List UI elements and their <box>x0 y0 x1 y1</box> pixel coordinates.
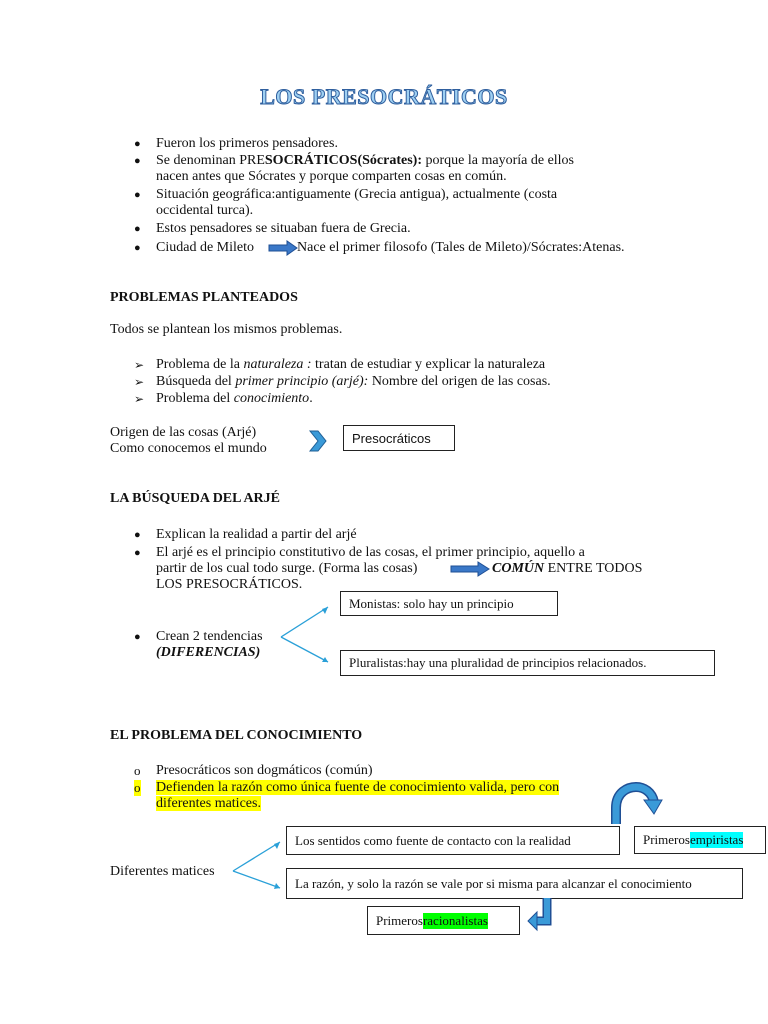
presocraticos-box: Presocráticos <box>343 425 455 451</box>
arrow-bullet-icon: ➢ <box>134 375 145 389</box>
arje-comun <box>492 561 642 577</box>
empiristas-box <box>634 826 766 854</box>
pluralistas-box: Pluralistas:hay una pluralidad de principios relacionados. <box>340 650 715 676</box>
monistas-box: Monistas: solo hay un principio <box>340 591 558 616</box>
problema-conocimiento-post: . <box>309 391 313 406</box>
intro-bullet-5-pre: Ciudad de Mileto <box>156 240 254 255</box>
section-heading-conocimiento: EL PROBLEMA DEL CONOCIMIENTO <box>110 728 363 743</box>
problema-naturaleza-pre: Problema de la <box>156 357 244 372</box>
problemas-lead: Todos se plantean los mismos problemas. <box>110 322 343 337</box>
bullet-icon: ● <box>134 138 141 150</box>
intro-bullet-3-line2: occidental turca). <box>156 203 254 218</box>
problema-naturaleza-post: tratan de estudiar y explicar la naturaleza <box>311 357 546 372</box>
conocimiento-item-1: Presocráticos son dogmáticos (común) <box>156 763 373 778</box>
racionalistas-highlight: racionalistas <box>422 912 488 928</box>
block-arrow-icon <box>450 562 490 576</box>
sentidos-box: Los sentidos como fuente de contacto con la realidad <box>286 826 620 855</box>
branch-connector-icon <box>280 604 340 666</box>
intro-bullet-4: Estos pensadores se situaban fuera de Grecia. <box>156 221 411 236</box>
empiristas-pre: Primeros <box>643 832 690 847</box>
arje-bullet-2: El arjé es el principio constitutivo de las cosas, el primer principio, aquello a <box>156 545 585 560</box>
arrow-bullet-icon: ➢ <box>134 392 145 406</box>
conocimiento-item-2-highlight: la razón como única fuente de conocimiento valida, pero con <box>217 780 560 795</box>
empiristas-highlight: empiristas <box>689 832 744 847</box>
intro-bullet-2-bold: SOCRÁTICOS(Sócrates): <box>264 153 422 168</box>
problema-arje <box>156 374 551 390</box>
problema-conocimiento-italic: conocimiento <box>233 391 310 406</box>
bullet-icon: ● <box>134 223 141 235</box>
problema-naturaleza-italic: naturaleza : <box>243 357 312 372</box>
page-title: LOS PRESOCRÁTICOS <box>260 84 508 109</box>
intro-bullet-1: Fueron los primeros pensadores. <box>156 136 338 151</box>
bullet-icon: ● <box>134 242 141 254</box>
intro-bullet-5-post: Nace el primer filosofo (Tales de Mileto)/Sócrates:Atenas. <box>297 240 625 255</box>
conocimiento-item-2 <box>156 780 559 796</box>
origen-line-1: Origen de las cosas (Arjé) <box>110 425 257 440</box>
problema-conocimiento <box>156 391 313 407</box>
section-heading-problemas: PROBLEMAS PLANTEADOS <box>110 290 298 305</box>
branch-connector-icon <box>232 836 288 892</box>
intro-bullet-2-line2: nacen antes que Sócrates y porque comparten cosas en común. <box>156 169 507 184</box>
bullet-icon: ● <box>134 189 141 201</box>
bullet-icon: ● <box>134 547 141 559</box>
conocimiento-item-2-line2 <box>156 796 261 812</box>
problema-arje-italic: primer principio (arjé): <box>235 374 369 389</box>
intro-bullet-3: Situación geográfica:antiguamente (Grecia antigua), actualmente (costa <box>156 187 558 202</box>
bullet-icon: ● <box>134 529 141 541</box>
razon-box: La razón, y solo la razón se vale por si misma para alcanzar el conocimiento <box>286 868 743 899</box>
arje-comun-bold: COMÚN <box>492 561 545 576</box>
origen-line-2: Como conocemos el mundo <box>110 441 267 456</box>
arrow-bullet-icon: ➢ <box>134 358 145 372</box>
circle-bullet-icon: o <box>134 763 141 778</box>
intro-bullet-2 <box>156 153 574 169</box>
circle-bullet-icon: o <box>134 780 141 795</box>
arje-comun-post: ENTRE TODOS <box>544 561 643 576</box>
arje-bullet-2-line2: partir de los cual todo surge. (Forma las cosas) <box>156 561 418 576</box>
diferentes-matices-label: Diferentes matices <box>110 864 215 879</box>
racionalistas-pre: Primeros <box>376 912 423 928</box>
section-heading-arje: LA BÚSQUEDA DEL ARJÉ <box>110 491 280 506</box>
chevron-right-icon <box>309 430 327 452</box>
block-arrow-icon <box>268 241 298 255</box>
arje-bullet-1: Explican la realidad a partir del arjé <box>156 527 357 542</box>
arje-bullet-2-line3: LOS PRESOCRÁTICOS. <box>156 577 303 592</box>
bent-arrow-icon <box>527 897 555 933</box>
arje-bullet-3-line2: (DIFERENCIAS) <box>156 645 261 660</box>
conocimiento-item-2-line2-text: diferentes matices. <box>156 796 261 811</box>
problema-arje-pre: Búsqueda del <box>156 374 236 389</box>
bullet-icon: ● <box>134 631 141 643</box>
racionalistas-box <box>367 906 520 935</box>
bullet-icon: ● <box>134 155 141 167</box>
curved-arrow-icon <box>610 784 662 824</box>
problema-naturaleza <box>156 357 545 373</box>
conocimiento-item-2-pre: Defienden <box>156 780 218 795</box>
arje-bullet-3: Crean 2 tendencias <box>156 629 263 644</box>
intro-bullet-2-pre: Se denominan PRE <box>156 153 265 168</box>
problema-conocimiento-pre: Problema del <box>156 391 234 406</box>
intro-bullet-2-post: porque la mayoría de ellos <box>422 153 575 168</box>
problema-arje-post: Nombre del origen de las cosas. <box>368 374 551 389</box>
